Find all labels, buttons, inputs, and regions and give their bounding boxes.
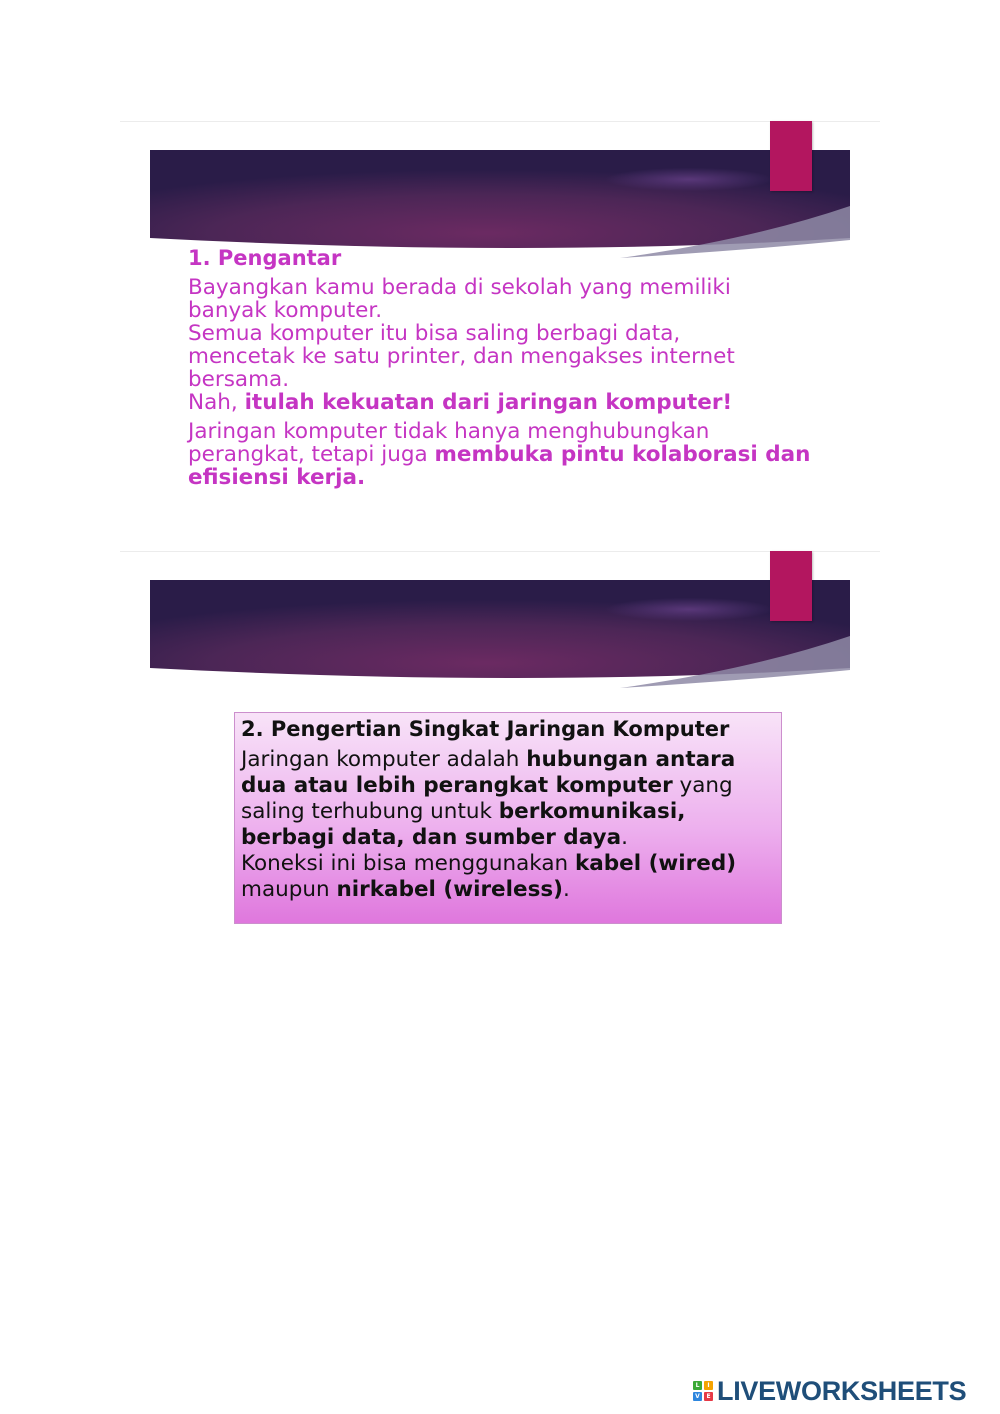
bold-text: berkomunikasi, <box>498 799 686 824</box>
bold-text: efisiensi kerja. <box>188 465 366 490</box>
definition-box <box>234 712 782 924</box>
text-run: mencetak ke satu printer, dan mengakses internet <box>188 344 735 369</box>
logo-blocks-icon <box>693 1381 713 1401</box>
intro-paragraph <box>188 276 838 414</box>
slide-1-content <box>188 245 838 489</box>
text-run: Koneksi ini bisa menggunakan <box>241 851 575 876</box>
bold-text: hubungan antara <box>526 747 736 772</box>
text-line <box>241 773 775 799</box>
text-run: Semua komputer itu bisa saling berbagi data, <box>188 321 681 346</box>
text-line <box>188 420 838 443</box>
text-run: maupun <box>241 877 337 902</box>
liveworksheets-logo <box>693 1376 966 1406</box>
slide-tab-marker <box>770 121 812 191</box>
bold-text: membuka pintu kolaborasi dan <box>434 442 811 467</box>
text-run: Nah, <box>188 390 245 415</box>
text-run: Jaringan komputer tidak hanya menghubungkan <box>188 419 710 444</box>
text-line <box>241 825 775 851</box>
slide-divider <box>120 121 880 122</box>
text-line <box>188 299 838 322</box>
text-run: Bayangkan kamu berada di sekolah yang memiliki <box>188 275 731 300</box>
bold-text: dua atau lebih perangkat komputer <box>241 773 673 798</box>
text-run: bersama. <box>188 367 290 392</box>
text-line <box>188 276 838 299</box>
summary-paragraph <box>188 420 838 489</box>
text-run: banyak komputer. <box>188 298 383 323</box>
text-run: . <box>563 877 570 902</box>
slide-tab-marker <box>770 551 812 621</box>
text-line <box>188 322 838 345</box>
text-line <box>188 368 838 391</box>
text-line <box>188 391 838 414</box>
slide-2 <box>120 551 880 981</box>
logo-text: LIVEWORKSHEETS <box>717 1375 967 1406</box>
text-run: Jaringan komputer adalah <box>241 747 527 772</box>
bold-text: itulah kekuatan dari jaringan komputer! <box>244 390 733 415</box>
logo-letter: E <box>704 1392 713 1401</box>
text-run: saling terhubung untuk <box>241 799 499 824</box>
text-line <box>241 851 775 877</box>
text-run: . <box>621 825 628 850</box>
text-line <box>241 877 775 903</box>
logo-letter: I <box>704 1381 713 1390</box>
section-heading: 2. Pengertian Singkat Jaringan Komputer <box>241 717 730 741</box>
text-line <box>188 345 838 368</box>
text-line <box>188 443 838 466</box>
definition-paragraph <box>241 747 775 903</box>
logo-letter: V <box>693 1392 702 1401</box>
slide-1 <box>120 121 880 551</box>
bold-text: berbagi data, dan sumber daya <box>241 825 622 850</box>
slide-divider <box>120 551 880 552</box>
bold-text: kabel (wired) <box>574 851 737 876</box>
text-line <box>241 799 775 825</box>
text-line <box>241 747 775 773</box>
section-heading: 1. Pengantar <box>188 246 342 270</box>
slide-banner <box>150 580 850 692</box>
text-run: yang <box>672 773 733 798</box>
text-line <box>188 466 838 489</box>
logo-letter: L <box>693 1381 702 1390</box>
text-run: perangkat, tetapi juga <box>188 442 435 467</box>
bold-text: nirkabel (wireless) <box>336 877 564 902</box>
